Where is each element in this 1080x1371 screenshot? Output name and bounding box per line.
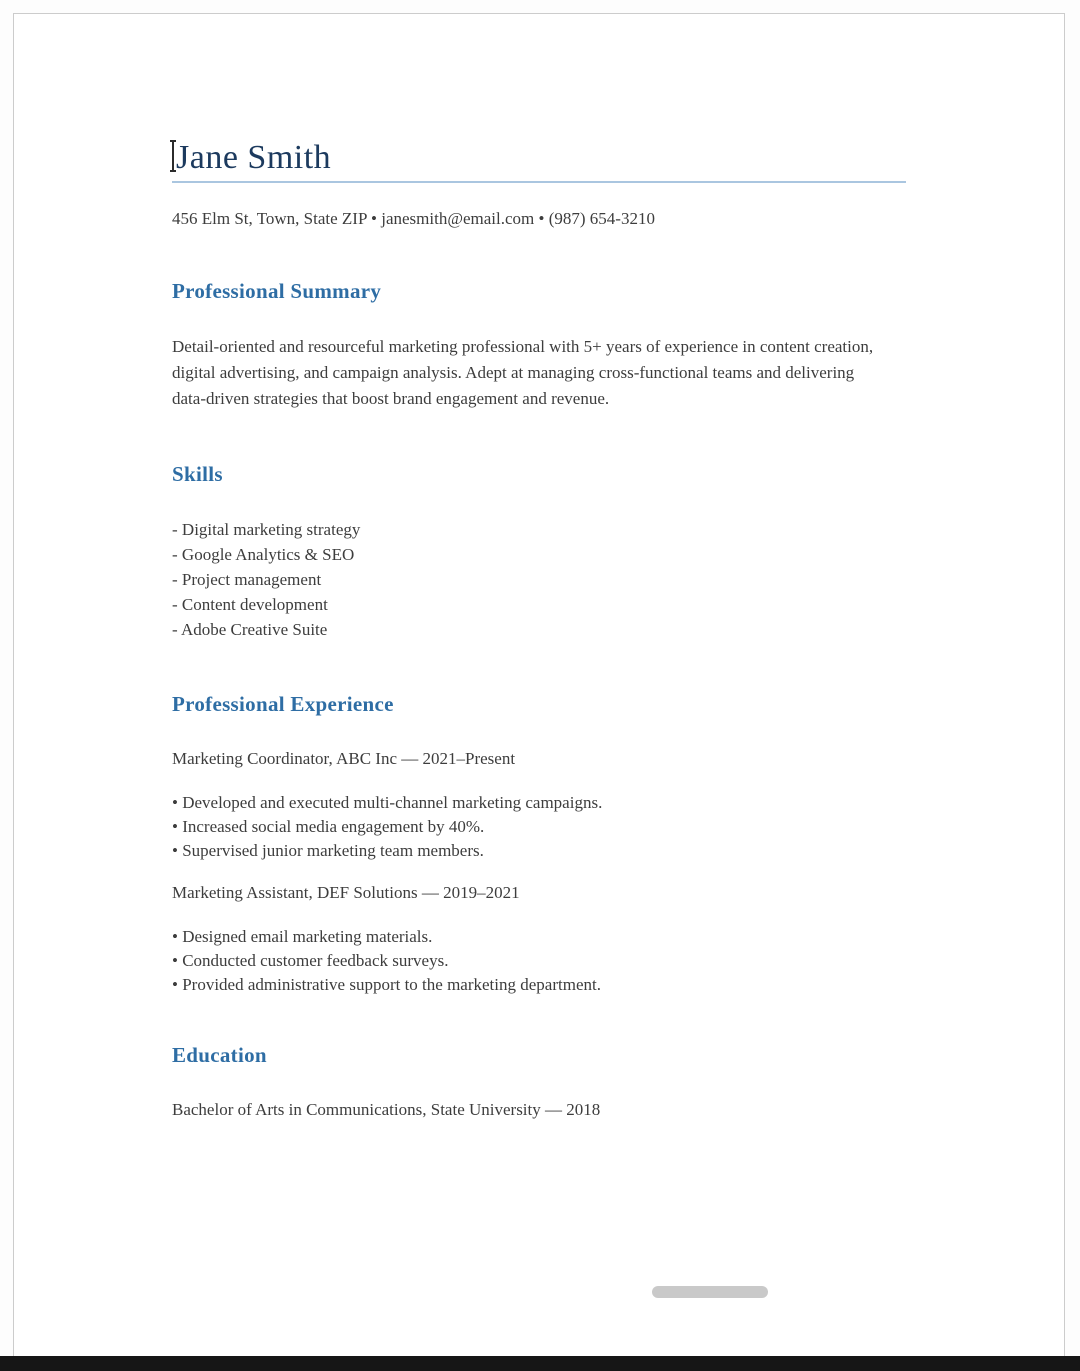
job-title: Marketing Coordinator, ABC Inc — 2021–Present [172,749,516,769]
job-bullet: • Conducted customer feedback surveys. [172,951,449,971]
horizontal-scrollbar-thumb[interactable] [652,1286,768,1298]
document-content [172,14,914,1120]
resume-name: Jane Smith [176,139,332,176]
skill-item: - Adobe Creative Suite [172,620,328,640]
name-underline [172,181,906,183]
summary-text: Detail-oriented and resourceful marketing professional with 5+ years of experience in content creation, digital advertising, and campaign analysis. Adept at managing cross-functional teams and delivering data-driven strategies that boost brand engagement and revenue. [172,337,874,409]
contact-line: 456 Elm St, Town, State ZIP • janesmith@email.com • (987) 654-3210 [172,209,655,229]
text-cursor-caret [172,140,174,172]
education-text: Bachelor of Arts in Communications, State University — 2018 [172,1100,601,1120]
skill-item: - Project management [172,570,322,590]
section-heading-experience: Professional Experience [172,692,394,717]
skill-item: - Digital marketing strategy [172,520,361,540]
job-bullet: • Increased social media engagement by 40%. [172,817,485,837]
job-bullet-list [172,791,914,863]
bottom-bar [0,1356,1080,1371]
job-bullet-list [172,925,914,997]
job-bullet: • Designed email marketing materials. [172,927,433,947]
job-bullet: • Supervised junior marketing team members. [172,841,484,861]
document-page[interactable] [13,13,1065,1371]
job-title: Marketing Assistant, DEF Solutions — 2019–2021 [172,883,520,903]
name-row [172,138,914,177]
skill-item: - Google Analytics & SEO [172,545,355,565]
job-bullet: • Provided administrative support to the marketing department. [172,975,601,995]
section-heading-education: Education [172,1043,267,1068]
skills-list [172,517,914,642]
section-heading-summary: Professional Summary [172,279,382,304]
section-heading-skills: Skills [172,462,223,487]
skill-item: - Content development [172,595,328,615]
job-bullet: • Developed and executed multi-channel marketing campaigns. [172,793,603,813]
